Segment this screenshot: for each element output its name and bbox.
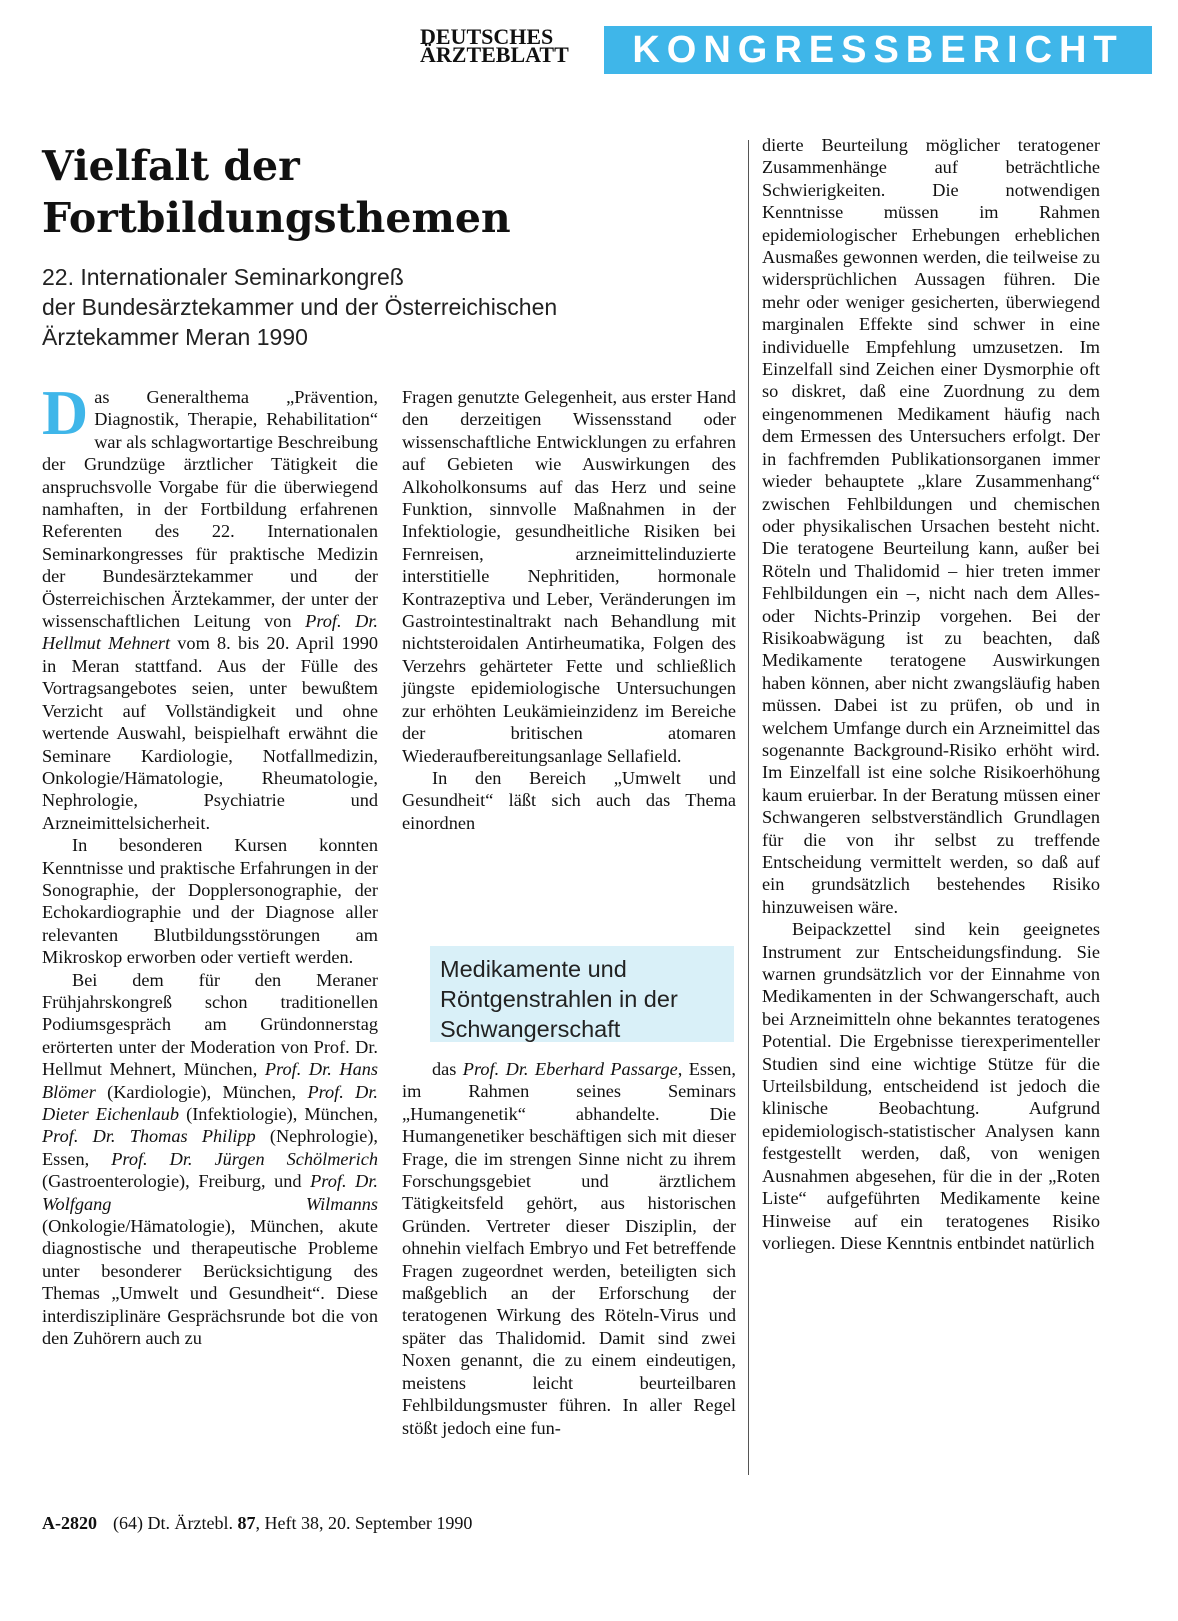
speaker-name: Prof. Dr. Wolfgang Wilmanns: [42, 1171, 378, 1214]
column-2-continued: [402, 1058, 736, 1439]
text: as Generalthema „Prävention, Diagnostik, Therapie, Rehabilitation“ war als schlagwortartige Beschreibung der Grundzüge ärztlicher Tätigkeit die anspruchsvolle Vorgabe für die überwiegend namhaften, in der Fortbildung erfahrenen Referenten des 22. Internationalen Seminarkongresses für praktische Medizin der Bundesärztekammer und der Österreichischen Ärztekammer, der unter der wissenschaftlichen Leitung von: [42, 387, 378, 632]
speaker-name: Prof. Dr. Jürgen Schölmerich: [111, 1148, 378, 1169]
text: , Essen, im Rahmen seines Seminars „Humangenetik“ abhandelte. Die Humangenetiker beschäftigen sich mit dieser Frage, die im strengen Sinne nicht zu ihrem Forschungsgebiet und ärztlichem Tätigkeitsfeld gehört, aus historischen Gründen. Vertreter dieser Disziplin, der ohnehin vielfach Embryo und Fet betreffende Fragen zugeordnet werden, beteiligten sich maßgeblich an der Erforschung der teratogenen Wirkung des Röteln-Virus und später das Thalidomid. Damit sind zwei Noxen genannt, die zu einem eindeutigen, meistens leicht beurteilbaren Fehlbildungsmuster führen. In aller Regel stößt jedoch eine fun-: [402, 1059, 736, 1438]
title-line-2: Fortbildungsthemen: [42, 194, 511, 242]
author-name: Prof. Dr. Eberhard Passarge: [462, 1059, 678, 1079]
speaker-name: Prof. Dr. Dieter Eichenlaub: [42, 1081, 378, 1124]
article-subtitle: [42, 262, 722, 352]
issue-date: , Heft 38, 20. September 1990: [255, 1513, 473, 1533]
paragraph: [42, 969, 378, 1350]
column-3: [762, 134, 1100, 1254]
page-number: A-2820: [42, 1513, 97, 1533]
text: das: [432, 1059, 463, 1079]
paragraph: [42, 377, 379, 834]
text: (Infektiologie), München,: [179, 1104, 378, 1124]
speaker-name: Prof. Dr. Hans Blömer: [42, 1059, 378, 1102]
speaker-name: Prof. Dr. Thomas Philipp: [42, 1126, 256, 1147]
masthead-line-2: ÄRZTEBLATT: [420, 42, 569, 67]
text: (Gastroenterologie), Freiburg, und: [42, 1171, 311, 1192]
subtitle-line-2: der Bundesärztekammer und der Österreichischen: [42, 294, 558, 320]
column-2: [402, 386, 736, 834]
author-name: Prof. Dr. Hellmut Mehnert: [42, 611, 379, 654]
text: Bei dem für den Meraner Frühjahrskongreß schon traditionellen Podiumsgespräch am Gründonnerstag erörterten unter der Moderation von Prof. Dr. Hellmut Mehnert, München,: [42, 969, 378, 1080]
section-heading-box: Medikamente und Röntgenstrahlen in der Schwangerschaft: [430, 946, 734, 1042]
text: (Kardiologie), München,: [95, 1081, 308, 1102]
page-footer: [42, 1513, 742, 1534]
paragraph: Fragen genutzte Gelegenheit, aus erster Hand den derzeitigen Wissensstand oder wissenschaftliche Entwicklungen zu erfahren auf Gebieten wie Auswirkungen des Alkoholkonsums auf das Herz und seine Funktion, sinnvolle Maßnahmen in der Infektiologie, gesundheitliche Risiken bei Fernreisen, arzneimittelinduzierte interstitielle Nephritiden, hormonale Kontrazeptiva und Leber, Veränderungen im Gastrointestinaltrakt nach Behandlung mit nichtsteroidalen Antirheumatika, Folgen des Verzehrs gehärteter Fette und schließlich jüngste epidemiologische Untersuchungen zur erhöhten Leukämieinzidenz im Bereiche der britischen atomaren Wiederaufbereitungsanlage Sellafield.: [402, 387, 736, 766]
drop-cap: D: [42, 377, 89, 448]
paragraph: In den Bereich „Umwelt und Gesundheit“ läßt sich auch das Thema einordnen: [402, 767, 736, 833]
journal-masthead: [420, 24, 600, 67]
subtitle-line-1: 22. Internationaler Seminarkongreß: [42, 264, 404, 290]
paragraph: dierte Beurteilung möglicher teratogener Zusammenhänge auf beträchtliche Schwierigkeiten. Die notwendigen Kenntnisse müssen im Rahmen epidemiologischer Erhebungen erheblichen Ausmaßes gewonnen werden, die teilweise zu widersprüchlichen Aussagen führen. Die mehr oder weniger gesicherten, überwiegend marginalen Effekte sind schwer in eine individuelle Empfehlung umzusetzen. Im Einzelfall sind Zeichen einer Dysmorphie oft so diskret, daß eine Zuordnung zu dem eingenommenen Medikament häufig nach dem Ermessen des Untersuchers erfolgt. Der in fachfremden Publikationsorganen immer wieder behauptete „klare Zusammenhang“ zwischen Fehlbildungen und chemischen oder physikalischen Ursachen besteht nicht. Die teratogene Beurteilung kann, außer bei Röteln und Thalidomid – hier treten immer Fehlbildungen ein –, nicht nach dem Alles- oder Nichts-Prinzip vorgehen. Bei der Risikoabwägung ist zu beachten, daß Medikamente teratogene Auswirkungen haben können, aber nicht zwangsläufig haben müssen. Dabei ist zu prüfen, ob und in welchem Umfange durch ein Arzneimittel das sogenannte Background-Risiko erhöht wird. Im Einzelfall ist eine solche Risikoerhöhung kaum eruierbar. In der Beratung müssen einer Schwangeren selbstverständlich Grundlagen für die von ihr selbst zu treffende Entscheidung vermittelt werden, so daß auf ein grundsätzlich bestehendes Risiko hinzuweisen wäre.: [762, 135, 1100, 917]
paragraph: In besonderen Kursen konnten Kenntnisse und praktische Erfahrungen in der Sonographie, der Dopplersonographie, der Echokardiographie und der Diagnose aller relevanten Blutbildungsstörungen am Mikroskop erworben oder vertieft werden.: [42, 835, 378, 968]
section-banner: KONGRESSBERICHT: [604, 26, 1152, 74]
citation-text: (64) Dt. Ärztebl.: [113, 1513, 238, 1533]
article-title: [42, 140, 602, 244]
paragraph: Beipackzettel sind kein geeignetes Instrument zur Entscheidungsfindung. Sie warnen grundsätzlich vor der Einnahme von Medikamenten in der Schwangerschaft, auch bei Arzneimitteln ohne bekanntes teratogenes Potential. Die Ergebnisse tierexperimenteller Studien sind eine wichtige Stütze für die Urteilsbildung, entscheidend ist jedoch die klinische Beobachtung. Aufgrund epidemiologisch-statistischer Analysen kann festgestellt werden, daß, von wenigen Ausnahmen abgesehen, für die in der „Roten Liste“ aufgeführten Medikamente keine Hinweise auf ein teratogenes Risiko vorliegen. Diese Kenntnis entbindet natürlich: [762, 919, 1100, 1253]
title-line-1: Vielfalt der: [42, 142, 300, 190]
column-divider: [748, 140, 749, 1475]
paragraph: [402, 1058, 736, 1439]
text: (Onkologie/Hämatologie), München, akute diagnostische und therapeutische Probleme unter besonderer Berücksichtigung des Themas „Umwelt und Gesundheit“. Diese interdisziplinäre Gesprächsrunde bot die von den Zuhörern auch zu: [42, 1216, 378, 1349]
text: vom 8. bis 20. April 1990 in Meran stattfand. Aus der Fülle des Vortragsangebotes seien, unter bewußtem Verzicht auf Vollständigkeit und ohne wertende Auswahl, beispielhaft erwähnt die Seminare Kardiologie, Notfallmedizin, Onkologie/Hämatologie, Rheumatologie, Nephrologie, Psychiatrie und Arzneimittelsicherheit.: [42, 633, 378, 833]
column-1: [42, 377, 379, 1349]
volume-number: 87: [237, 1513, 256, 1533]
subtitle-line-3: Ärztekammer Meran 1990: [42, 324, 308, 350]
text: (Nephrologie), Essen,: [42, 1126, 378, 1169]
masthead-line-1: DEUTSCHES: [420, 24, 554, 49]
